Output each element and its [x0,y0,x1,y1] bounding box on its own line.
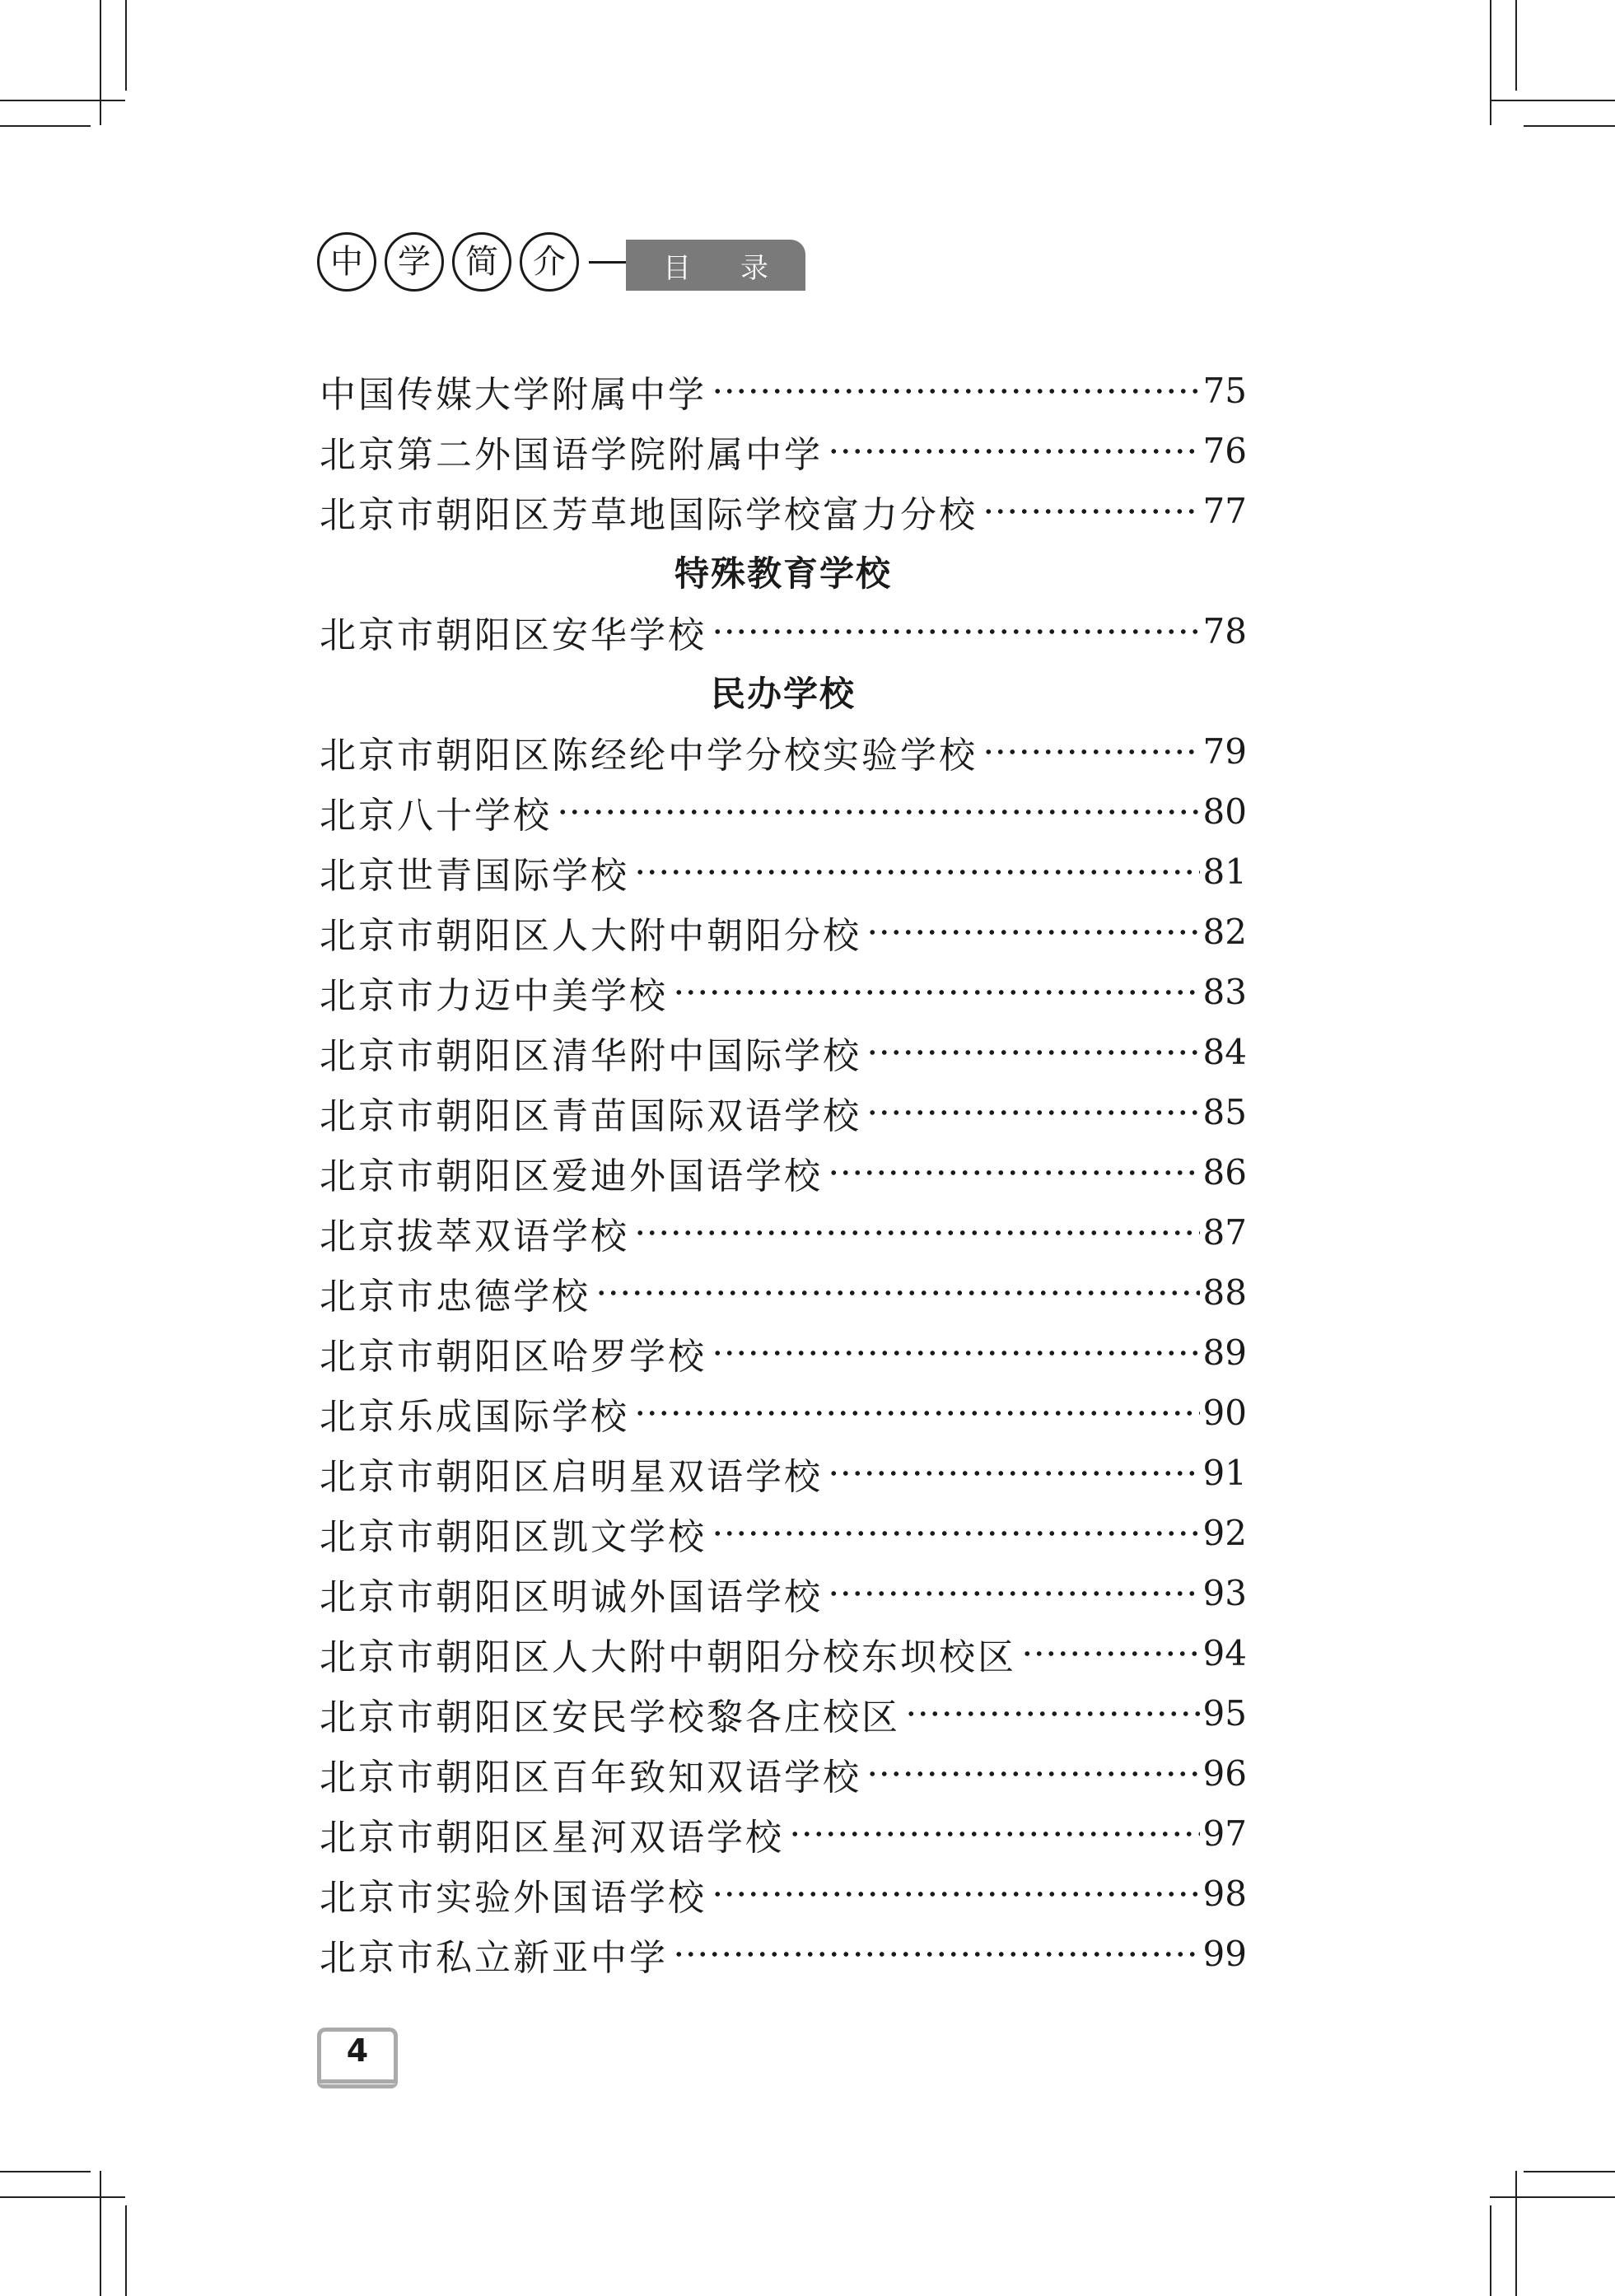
toc-entry-title: 北京市朝阳区明诚外国语学校 [320,1575,823,1618]
toc-entry-title: 北京市朝阳区陈经纶中学分校实验学校 [320,734,978,777]
toc-entry-title: 北京世青国际学校 [320,854,629,897]
toc-entry-page: 85 [1202,1092,1247,1132]
toc-entry [320,1743,1247,1804]
crop-mark [1515,2171,1517,2296]
crop-mark [0,2196,125,2198]
toc-entry [320,1443,1247,1503]
toc-entry [320,361,1247,421]
toc-entry [320,601,1247,661]
toc-entry-title: 北京乐成国际学校 [320,1395,629,1438]
toc-entry [320,1924,1247,1984]
toc-entry [320,1082,1247,1142]
toc-entry-title: 北京市朝阳区安民学校黎各庄校区 [320,1696,900,1738]
toc-entry-title: 北京八十学校 [320,794,552,837]
dot-leader [983,749,1200,755]
dot-leader [905,1710,1200,1717]
toc-entry-title: 北京市忠德学校 [320,1275,590,1318]
toc-entry [320,1503,1247,1563]
toc-entry-title: 北京市朝阳区星河双语学校 [320,1816,784,1859]
dot-leader [828,1590,1200,1597]
toc-entry-title: 北京市朝阳区启明星双语学校 [320,1455,823,1498]
toc-entry-page: 96 [1202,1753,1247,1794]
crop-mark [1524,2171,1615,2172]
toc-entry [320,721,1247,782]
crop-mark [1490,2196,1615,2198]
toc-entry [320,1022,1247,1082]
crop-mark [125,2205,127,2296]
dot-leader [828,448,1200,455]
toc-entry [320,1262,1247,1323]
dot-leader [983,508,1200,515]
toc-entry [320,1864,1247,1924]
dot-leader [866,1771,1200,1777]
running-header [317,232,811,300]
dot-leader [634,1410,1200,1416]
toc-entry-title: 北京市朝阳区哈罗学校 [320,1335,707,1378]
toc-entry [320,1383,1247,1443]
toc-entry [320,1683,1247,1743]
crop-mark [1515,0,1517,91]
toc-entry-page: 98 [1202,1874,1247,1914]
header-circle-char: 简 [452,232,511,292]
header-tab-char: 录 [740,251,768,285]
header-circle-char: 中 [317,232,376,292]
toc-entry-page: 86 [1202,1152,1247,1192]
dot-leader [1021,1650,1200,1657]
dot-leader [828,1470,1200,1477]
toc-entry-title: 北京第二外国语学院附属中学 [320,433,823,476]
crop-mark [100,2171,101,2296]
dot-leader [866,929,1200,936]
toc-entry-title: 北京市朝阳区人大附中朝阳分校 [320,914,861,957]
header-circle-char: 学 [385,232,444,292]
toc-entry-page: 88 [1202,1272,1247,1313]
dot-leader [557,809,1200,815]
toc-entry-page: 92 [1202,1513,1247,1553]
toc-entry-page: 87 [1202,1212,1247,1253]
crop-mark [1490,0,1491,125]
dot-leader [673,989,1200,996]
table-of-contents [320,361,1247,1984]
toc-entry-title: 北京市朝阳区青苗国际双语学校 [320,1094,861,1137]
toc-entry [320,962,1247,1022]
toc-entry [320,1804,1247,1864]
dot-leader [712,1891,1200,1897]
toc-entry [320,782,1247,842]
toc-section-heading: 特殊教育学校 [674,553,892,594]
toc-entry [320,1142,1247,1202]
header-tab-char: 目 [663,251,691,285]
dot-leader [828,1169,1200,1176]
toc-entry [320,481,1247,541]
toc-entry-page: 97 [1202,1813,1247,1854]
toc-entry-title: 北京市朝阳区清华附中国际学校 [320,1034,861,1077]
toc-entry-title: 北京市朝阳区芳草地国际学校富力分校 [320,493,978,536]
toc-entry-title: 北京市朝阳区凯文学校 [320,1515,707,1558]
toc-entry-page: 91 [1202,1453,1247,1493]
dot-leader [866,1109,1200,1116]
toc-entry-page: 95 [1202,1693,1247,1734]
toc-entry-title: 中国传媒大学附属中学 [320,373,707,416]
dot-leader [595,1290,1200,1296]
toc-entry-page: 77 [1202,491,1247,531]
toc-entry-page: 76 [1202,431,1247,471]
crop-mark [125,0,127,91]
toc-entry-title: 北京拔萃双语学校 [320,1215,629,1258]
crop-mark [100,0,101,125]
dot-leader [673,1951,1200,1958]
toc-entry-page: 79 [1202,731,1247,772]
toc-entry [320,1563,1247,1623]
crop-mark [0,2171,91,2172]
toc-entry-page: 80 [1202,791,1247,832]
header-circle-char: 介 [520,232,579,292]
toc-entry-page: 99 [1202,1934,1247,1974]
toc-entry-page: 94 [1202,1633,1247,1673]
toc-entry-page: 93 [1202,1573,1247,1613]
toc-entry [320,902,1247,962]
header-tab [626,240,805,291]
toc-entry-title: 北京市私立新亚中学 [320,1936,668,1979]
dot-leader [712,1530,1200,1537]
dot-leader [712,628,1200,635]
toc-entry-title: 北京市朝阳区人大附中朝阳分校东坝校区 [320,1636,1016,1678]
toc-entry [320,842,1247,902]
toc-entry-page: 82 [1202,912,1247,952]
toc-section-heading: 民办学校 [710,673,856,714]
toc-entry-page: 89 [1202,1332,1247,1373]
toc-entry [320,1323,1247,1383]
dot-leader [789,1831,1200,1837]
toc-entry-title: 北京市力迈中美学校 [320,974,668,1017]
crop-mark [1524,125,1615,127]
page-folio [317,2028,399,2093]
dot-leader [712,388,1200,394]
toc-entry-page: 81 [1202,852,1247,892]
toc-entry-title: 北京市实验外国语学校 [320,1876,707,1919]
toc-entry-page: 90 [1202,1393,1247,1433]
toc-entry-title: 北京市朝阳区爱迪外国语学校 [320,1155,823,1197]
dot-leader [712,1350,1200,1356]
toc-entry [320,421,1247,481]
crop-mark [1490,2205,1491,2296]
toc-entry-page: 84 [1202,1032,1247,1072]
toc-entry-title: 北京市朝阳区百年致知双语学校 [320,1756,861,1799]
toc-entry-page: 75 [1202,371,1247,411]
dot-leader [634,1230,1200,1236]
crop-mark [0,100,125,101]
toc-entry [320,1623,1247,1683]
toc-entry-title: 北京市朝阳区安华学校 [320,614,707,656]
crop-mark [0,125,91,127]
toc-entry [320,1202,1247,1262]
toc-entry-page: 78 [1202,611,1247,651]
dot-leader [866,1049,1200,1056]
book-base [317,2082,398,2088]
dot-leader [634,869,1200,875]
toc-entry-page: 83 [1202,972,1247,1012]
crop-mark [1490,100,1615,101]
page-number: 4 [346,2032,369,2069]
